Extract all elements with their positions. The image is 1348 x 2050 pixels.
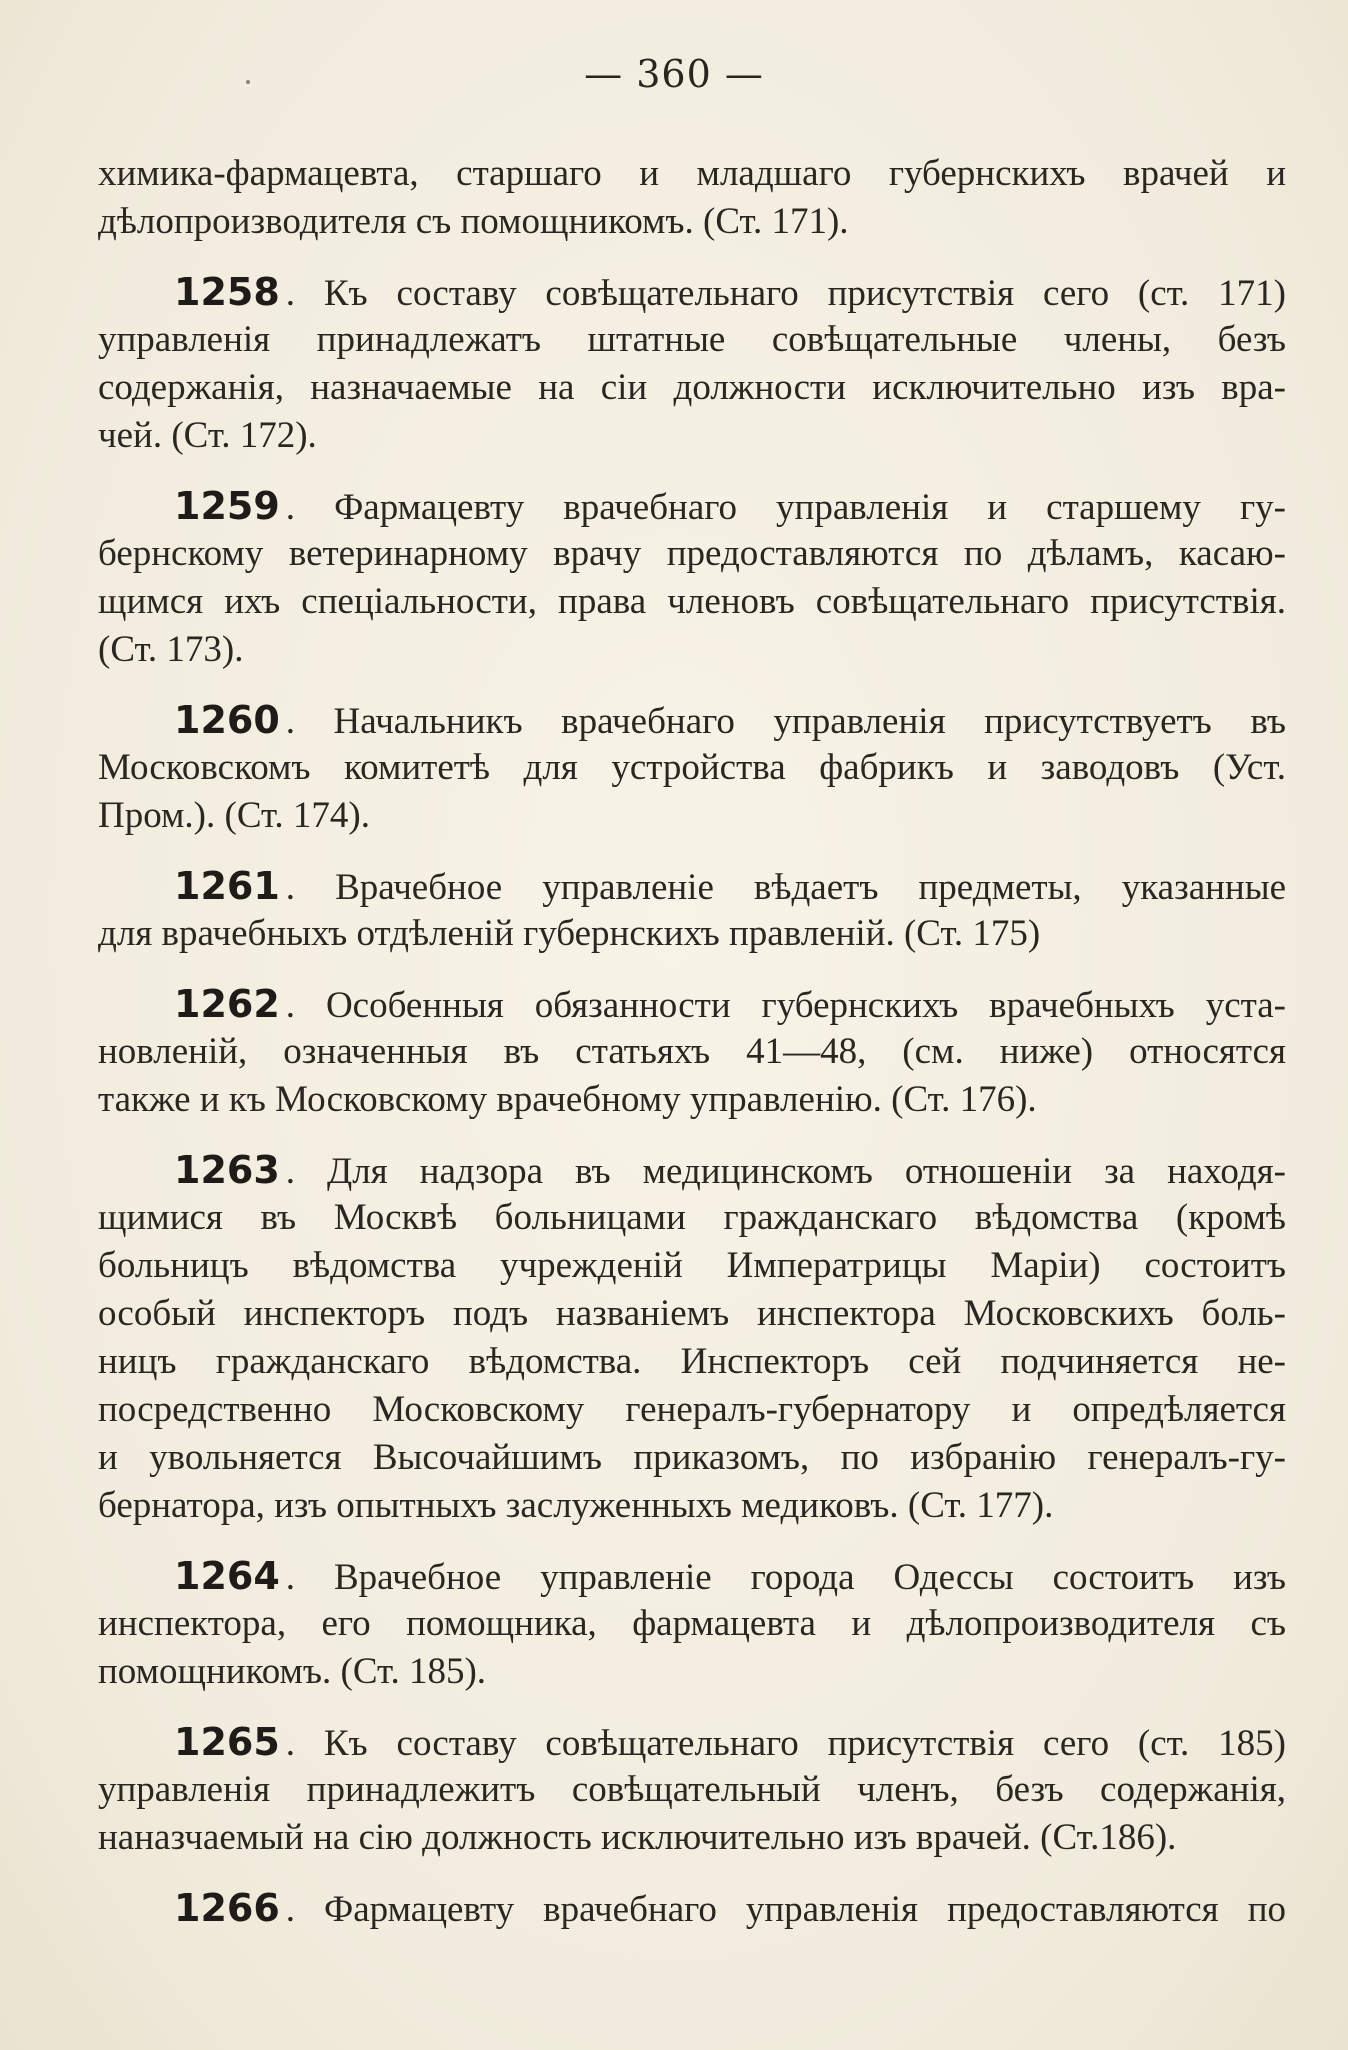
article-number: 1258 — [174, 270, 280, 314]
text-line: особый инспекторъ подъ названіемъ инспектора Московскихъ боль- — [98, 1293, 1286, 1334]
article-number: 1261 — [174, 864, 280, 908]
text-line: управленія принадлежитъ совѣщательный членъ, безъ содержанія, — [98, 1769, 1286, 1810]
text-line: . Начальникъ врачебнаго управленія присутствуетъ въ — [285, 701, 1286, 742]
text-line: новленій, означенныя въ статьяхъ 41—48, (см. ниже) относятся — [98, 1031, 1286, 1072]
text-line: также и къ Московскому врачебному управленію. (Ст. 176). — [98, 1079, 1037, 1120]
article-number: 1265 — [174, 1720, 280, 1764]
article-1258 — [98, 268, 1286, 460]
intro-paragraph — [98, 150, 1286, 246]
text-line: помощникомъ. (Ст. 185). — [98, 1651, 487, 1692]
article-number: 1260 — [174, 698, 280, 742]
article-1266 — [98, 1884, 1286, 1932]
text-line: бернскому ветеринарному врачу предоставляются по дѣламъ, касаю- — [98, 533, 1286, 574]
text-line: . Для надзора въ медицинскомъ отношеніи за находя- — [285, 1151, 1286, 1192]
document-body — [98, 150, 1286, 1954]
text-line: управленія принадлежатъ штатные совѣщательные члены, безъ — [98, 319, 1286, 360]
article-1263 — [98, 1146, 1286, 1530]
text-line: наназчаемый на сію должность исключительно изъ врачей. (Ст.186). — [98, 1817, 1177, 1858]
text-line: Московскомъ комитетѣ для устройства фабрикъ и заводовъ (Уст. — [98, 747, 1286, 788]
text-line: . Врачебное управленіе вѣдаетъ предметы, указанные — [285, 867, 1286, 908]
article-number: 1262 — [174, 982, 280, 1026]
article-1259 — [98, 482, 1286, 674]
article-1261 — [98, 862, 1286, 958]
text-line: . Къ составу совѣщательнаго присутствія сего (ст. 171) — [285, 273, 1286, 314]
text-line: щимся ихъ спеціальности, права членовъ совѣщательнаго присутствія. — [98, 581, 1286, 622]
text-line: чей. (Ст. 172). — [98, 415, 317, 456]
text-line: . Къ составу совѣщательнаго присутствія сего (ст. 185) — [285, 1723, 1286, 1764]
text-line: для врачебныхъ отдѣленій губернскихъ правленій. (Ст. 175) — [98, 913, 1041, 954]
text-line: щимися въ Москвѣ больницами гражданскаго вѣдомства (кромѣ — [98, 1197, 1286, 1238]
text-line: больницъ вѣдомства учрежденій Императрицы Маріи) состоитъ — [98, 1245, 1286, 1286]
text-line: Пром.). (Ст. 174). — [98, 795, 370, 836]
text-line: и увольняется Высочайшимъ приказомъ, по избранію генералъ-гу- — [98, 1437, 1286, 1478]
text-line: бернатора, изъ опытныхъ заслуженныхъ медиковъ. (Ст. 177). — [98, 1485, 1054, 1526]
text-line: ницъ гражданскаго вѣдомства. Инспекторъ сей подчиняется не- — [98, 1341, 1286, 1382]
article-1262 — [98, 980, 1286, 1124]
article-1265 — [98, 1718, 1286, 1862]
text-line: . Врачебное управленіе города Одессы состоитъ изъ — [285, 1557, 1286, 1598]
text-line: посредственно Московскому генералъ-губернатору и опредѣляется — [98, 1389, 1286, 1430]
text-line: содержанія, назначаемые на сіи должности исключительно изъ вра- — [98, 367, 1286, 408]
article-number: 1263 — [174, 1148, 280, 1192]
text-line: дѣлопроизводителя съ помощникомъ. (Ст. 171). — [98, 201, 849, 242]
article-1264 — [98, 1552, 1286, 1696]
article-number: 1259 — [174, 484, 280, 528]
text-line: . Фармацевту врачебнаго управленія и старшему гу- — [285, 487, 1286, 528]
text-line: инспектора, его помощника, фармацевта и дѣлопроизводителя съ — [98, 1603, 1286, 1644]
text-line: . Особенныя обязанности губернскихъ врачебныхъ уста- — [285, 985, 1286, 1026]
text-line: химика-фармацевта, старшаго и младшаго губернскихъ врачей и — [98, 153, 1286, 194]
text-line: (Ст. 173). — [98, 629, 244, 670]
article-number: 1266 — [174, 1886, 280, 1930]
article-number: 1264 — [174, 1554, 280, 1598]
article-1260 — [98, 696, 1286, 840]
text-line: . Фармацевту врачебнаго управленія предоставляются по — [285, 1889, 1286, 1930]
page-number: — 360 — — [584, 52, 764, 96]
